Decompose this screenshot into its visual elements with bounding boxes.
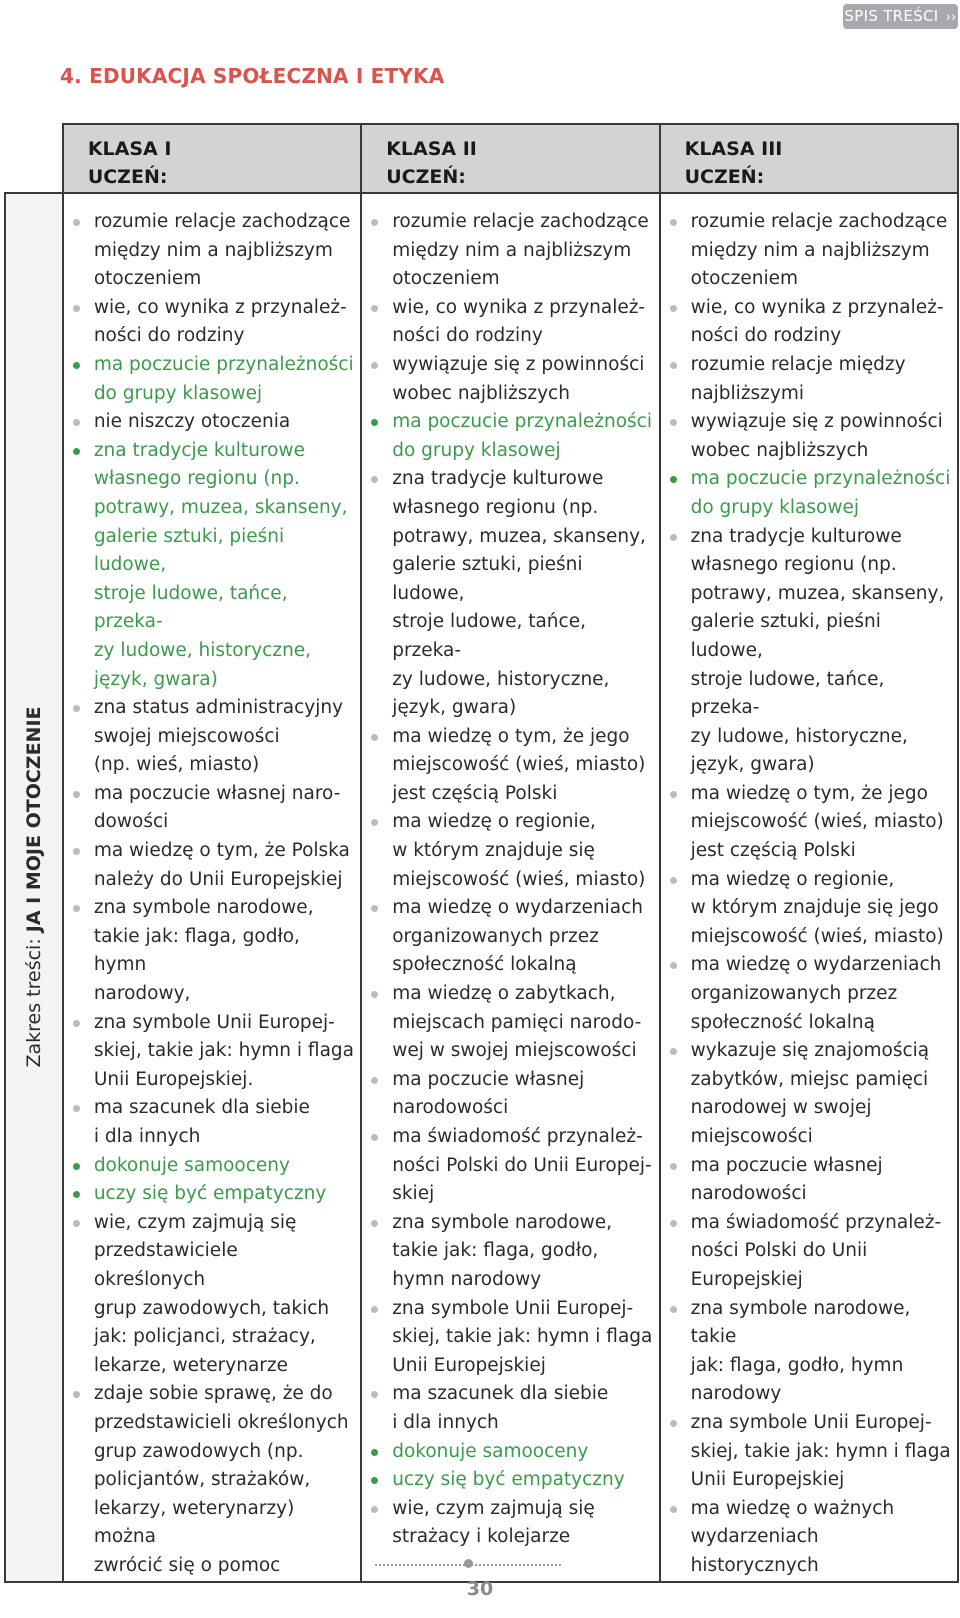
- list-item: dokonuje samooceny: [94, 1152, 354, 1181]
- list-item: ma szacunek dla siebie i dla innych: [392, 1380, 652, 1437]
- toc-button[interactable]: [843, 4, 958, 29]
- list-item: ma wiedzę o regionie, w którym znajduje się miejscowość (wieś, miasto): [392, 808, 652, 894]
- list-item: ma świadomość przynależ- ności Polski do Unii Europej- skiej: [392, 1123, 652, 1209]
- list-item: wie, co wynika z przynależ- ności do rodziny: [691, 294, 951, 351]
- list-item: zna symbole narodowe, takie jak: flaga, godło, hymn narodowy,: [94, 894, 354, 1008]
- header-klasa-1-label: KLASA I UCZEŃ:: [87, 138, 172, 188]
- list-item: ma szacunek dla siebie i dla innych: [94, 1094, 354, 1151]
- list-item: nie niszczy otoczenia: [94, 408, 354, 437]
- list-item: dokonuje samooceny: [392, 1438, 652, 1467]
- content-row: [5, 193, 958, 1582]
- list-item: ma wiedzę o tym, że jego miejscowość (wieś, miasto) jest częścią Polski: [392, 723, 652, 809]
- topic-label: [23, 707, 45, 1068]
- header-klasa-2-label: KLASA II UCZEŃ:: [386, 138, 477, 188]
- chevron-right-icon: ››: [945, 10, 957, 25]
- list-item: zdaje sobie sprawę, że do przedstawicieli określonych grup zawodowych (np. policjantów, strażaków, lekarzy, weterynarzy) można zwrócić się o pomoc: [94, 1380, 354, 1580]
- list-item: zna tradycje kulturowe własnego regionu (np. potrawy, muzea, skanseny, galerie sztuki, pieśni ludowe, stroje ludowe, tańce, przeka- zy ludowe, historyczne, język, gwara): [392, 465, 652, 722]
- list-item: rozumie relacje zachodzące między nim a najbliższym otoczeniem: [94, 208, 354, 294]
- klasa-1-list: [64, 194, 360, 1581]
- header-klasa-1: [63, 124, 361, 193]
- list-item: rozumie relacje między najbliższymi: [691, 351, 951, 408]
- list-item: ma poczucie przynależności do grupy klasowej: [94, 351, 354, 408]
- klasa-1-cell: [63, 193, 361, 1582]
- list-item: zna symbole narodowe, takie jak: flaga, godło, hymn narodowy: [392, 1209, 652, 1295]
- page-title: 4. EDUKACJA SPOŁECZNA I ETYKA: [60, 64, 445, 88]
- list-item: zna tradycje kulturowe własnego regionu (np. potrawy, muzea, skanseny, galerie sztuki, pieśni ludowe, stroje ludowe, tańce, przeka- zy ludowe, historyczne, język, gwara): [94, 437, 354, 694]
- list-item: wywiązuje się z powinności wobec najbliższych: [392, 351, 652, 408]
- list-item: zna symbole Unii Europej- skiej, takie jak: hymn i flaga Unii Europejskiej.: [94, 1009, 354, 1095]
- curriculum-table: [4, 123, 959, 1583]
- list-item: ma wiedzę o ważnych wydarzeniach historycznych: [691, 1495, 951, 1581]
- list-item: ma wiedzę o zabytkach, miejscach pamięci narodo- wej w swojej miejscowości: [392, 980, 652, 1066]
- header-row: [5, 124, 958, 193]
- toc-button-label: SPIS TREŚCI: [844, 7, 939, 25]
- list-item: zna symbole Unii Europej- skiej, takie jak: hymn i flaga Unii Europejskiej: [691, 1409, 951, 1495]
- list-item: ma poczucie własnej narodowości: [392, 1066, 652, 1123]
- list-item: wie, co wynika z przynależ- ności do rodziny: [392, 294, 652, 351]
- topic-prefix: Zakres treści:: [22, 932, 45, 1068]
- list-item: zna tradycje kulturowe własnego regionu (np. potrawy, muzea, skanseny, galerie sztuki, pieśni ludowe, stroje ludowe, tańce, przeka- zy ludowe, historyczne, język, gwara): [691, 523, 951, 780]
- list-item: uczy się być empatyczny: [392, 1466, 652, 1495]
- list-item: ma świadomość przynależ- ności Polski do Unii Europejskiej: [691, 1209, 951, 1295]
- list-item: wie, czym zajmują się przedstawiciele określonych grup zawodowych, takich jak: policjanci, strażacy, lekarze, weterynarze: [94, 1209, 354, 1381]
- list-item: wie, co wynika z przynależ- ności do rodziny: [94, 294, 354, 351]
- list-item: ma wiedzę o wydarzeniach organizowanych przez społeczność lokalną: [691, 951, 951, 1037]
- header-corner: [5, 124, 63, 193]
- list-item: ma wiedzę o regionie, w którym znajduje się jego miejscowość (wieś, miasto): [691, 866, 951, 952]
- list-item: zna symbole narodowe, takie jak: flaga, godło, hymn narodowy: [691, 1295, 951, 1409]
- list-item: ma wiedzę o wydarzeniach organizowanych przez społeczność lokalną: [392, 894, 652, 980]
- list-item: wywiązuje się z powinności wobec najbliższych: [691, 408, 951, 465]
- list-item: ma poczucie przynależności do grupy klasowej: [392, 408, 652, 465]
- list-item: zna status administracyjny swojej miejscowości (np. wieś, miasto): [94, 694, 354, 780]
- header-klasa-2: [361, 124, 659, 193]
- list-item: ma poczucie przynależności do grupy klasowej: [691, 465, 951, 522]
- footer-dot: [464, 1559, 473, 1568]
- klasa-2-cell: [361, 193, 659, 1582]
- list-item: wie, czym zajmują się strażacy i kolejarze: [392, 1495, 652, 1552]
- topic-sidebar: [5, 193, 63, 1582]
- klasa-3-cell: [660, 193, 958, 1582]
- list-item: wykazuje się znajomością zabytków, miejsc pamięci narodowej w swojej miejscowości: [691, 1037, 951, 1151]
- list-item: ma wiedzę o tym, że jego miejscowość (wieś, miasto) jest częścią Polski: [691, 780, 951, 866]
- list-item: ma poczucie własnej narodowości: [691, 1152, 951, 1209]
- list-item: uczy się być empatyczny: [94, 1180, 354, 1209]
- page-number: 30: [466, 1578, 494, 1600]
- list-item: rozumie relacje zachodzące między nim a najbliższym otoczeniem: [392, 208, 652, 294]
- list-item: zna symbole Unii Europej- skiej, takie jak: hymn i flaga Unii Europejskiej: [392, 1295, 652, 1381]
- header-klasa-3-label: KLASA III UCZEŃ:: [684, 138, 783, 188]
- header-klasa-3: [660, 124, 958, 193]
- list-item: ma wiedzę o tym, że Polska należy do Unii Europejskiej: [94, 837, 354, 894]
- list-item: rozumie relacje zachodzące między nim a najbliższym otoczeniem: [691, 208, 951, 294]
- klasa-2-list: [362, 194, 658, 1552]
- list-item: ma poczucie własnej naro- dowości: [94, 780, 354, 837]
- klasa-3-list: [661, 194, 957, 1581]
- topic-name: JA I MOJE OTOCZENIE: [22, 706, 45, 933]
